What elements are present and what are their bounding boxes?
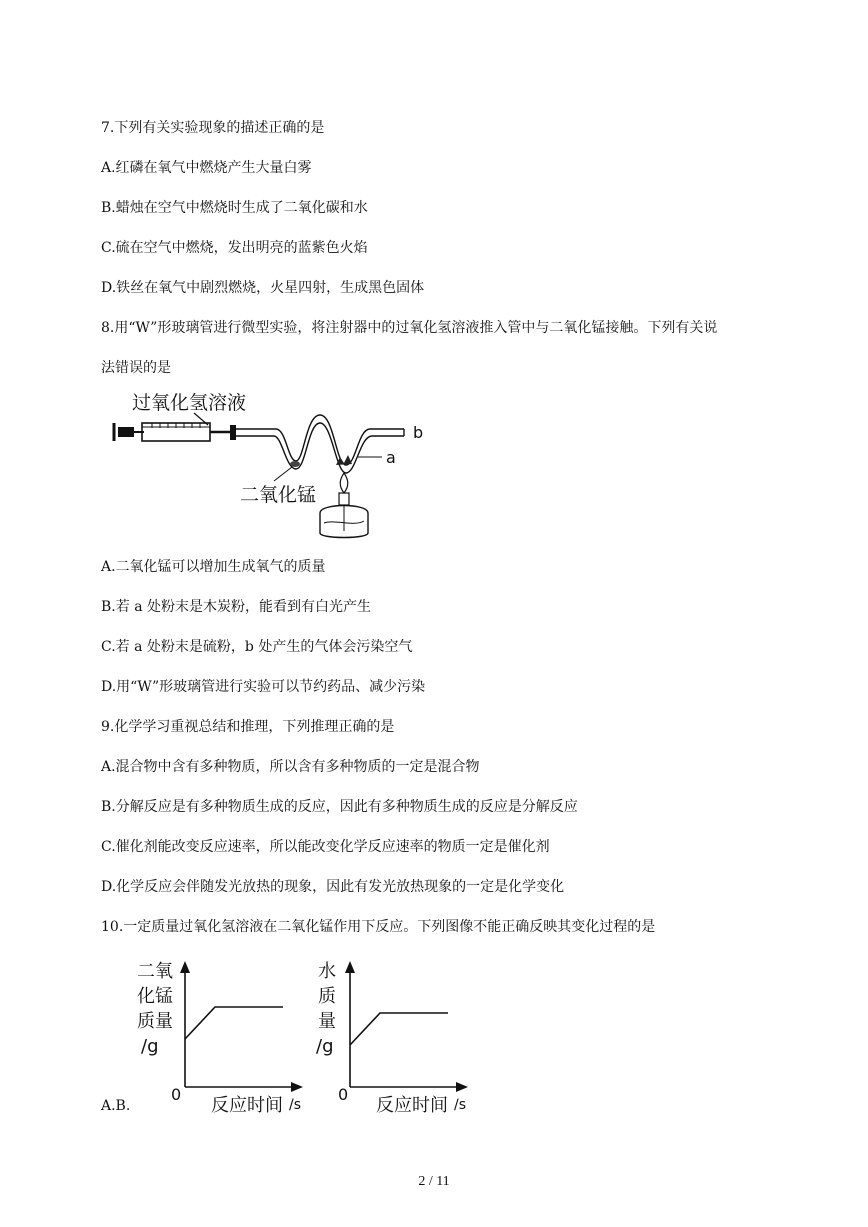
q7-option-c: C.硫在空气中燃烧，发出明亮的蓝紫色火焰 bbox=[101, 240, 368, 256]
q7-stem: 7.下列有关实验现象的描述正确的是 bbox=[101, 120, 325, 136]
q9-option-d: D.化学反应会伴随发光放热的现象，因此有发光放热现象的一定是化学变化 bbox=[101, 879, 565, 895]
page-number: 2 / 11 bbox=[418, 1174, 450, 1189]
q8-stem-line2: 法错误的是 bbox=[101, 360, 171, 376]
graph-b-origin: 0 bbox=[338, 1085, 349, 1104]
graph-a-xlabel: 反应时间 bbox=[211, 1095, 283, 1115]
q10-stem: 10.一定质量过氧化氢溶液在二氧化锰作用下反应。下列图像不能正确反映其变化过程的是 bbox=[101, 919, 656, 935]
q10-options-label: A.B. bbox=[101, 1098, 131, 1114]
graph-b-water-mass bbox=[310, 955, 490, 1115]
graph-a-ylabel-line1: 二氧 bbox=[137, 961, 173, 982]
q7-option-a: A.红磷在氧气中燃烧产生大量白雾 bbox=[101, 160, 312, 176]
q8-option-a: A.二氧化锰可以增加生成氧气的质量 bbox=[101, 559, 326, 575]
label-b: b bbox=[413, 423, 424, 442]
label-hydrogen-peroxide: 过氧化氢溶液 bbox=[132, 392, 247, 414]
q8-stem-line1: 8.用“W”形玻璃管进行微型实验，将注射器中的过氧化氢溶液推入管中与二氧化锰接触。下列有关说 bbox=[101, 320, 718, 336]
q9-stem: 9.化学学习重视总结和推理，下列推理正确的是 bbox=[101, 719, 395, 735]
graph-b-xlabel: 反应时间 bbox=[376, 1095, 448, 1115]
q8-option-d: D.用“W”形玻璃管进行实验可以节约药品、减少污染 bbox=[101, 679, 426, 695]
q8-option-c: C.若 a 处粉末是硫粉，b 处产生的气体会污染空气 bbox=[101, 639, 413, 655]
graph-b-ylabel-line1: 水 bbox=[318, 961, 336, 982]
graph-b-ylabel-line4: /g bbox=[316, 1036, 334, 1057]
w-tube-apparatus-figure bbox=[108, 385, 428, 545]
graph-a-ylabel-line4: /g bbox=[141, 1036, 159, 1057]
q9-option-b: B.分解反应是有多种物质生成的反应，因此有多种物质生成的反应是分解反应 bbox=[101, 799, 578, 815]
label-manganese-dioxide: 二氧化锰 bbox=[240, 484, 317, 506]
label-a: a bbox=[386, 448, 396, 467]
q8-option-b: B.若 a 处粉末是木炭粉，能看到有白光产生 bbox=[101, 599, 371, 615]
q9-option-a: A.混合物中含有多种物质，所以含有多种物质的一定是混合物 bbox=[101, 759, 480, 775]
graph-b-ylabel-line3: 量 bbox=[318, 1011, 336, 1032]
q7-option-d: D.铁丝在氧气中剧烈燃烧，火星四射，生成黑色固体 bbox=[101, 280, 425, 296]
q7-option-b: B.蜡烛在空气中燃烧时生成了二氧化碳和水 bbox=[101, 200, 368, 216]
q9-option-c: C.催化剂能改变反应速率，所以能改变化学反应速率的物质一定是催化剂 bbox=[101, 839, 550, 855]
graph-a-xunit: /s bbox=[289, 1097, 302, 1113]
graph-a-ylabel-line3: 质量 bbox=[137, 1011, 173, 1032]
graph-a-ylabel-line2: 化锰 bbox=[137, 986, 173, 1007]
graph-a-origin: 0 bbox=[171, 1085, 182, 1104]
graph-b-xunit: /s bbox=[454, 1097, 467, 1113]
graph-b-ylabel-line2: 质 bbox=[318, 986, 336, 1007]
graph-a-manganese-dioxide-mass bbox=[135, 955, 315, 1115]
